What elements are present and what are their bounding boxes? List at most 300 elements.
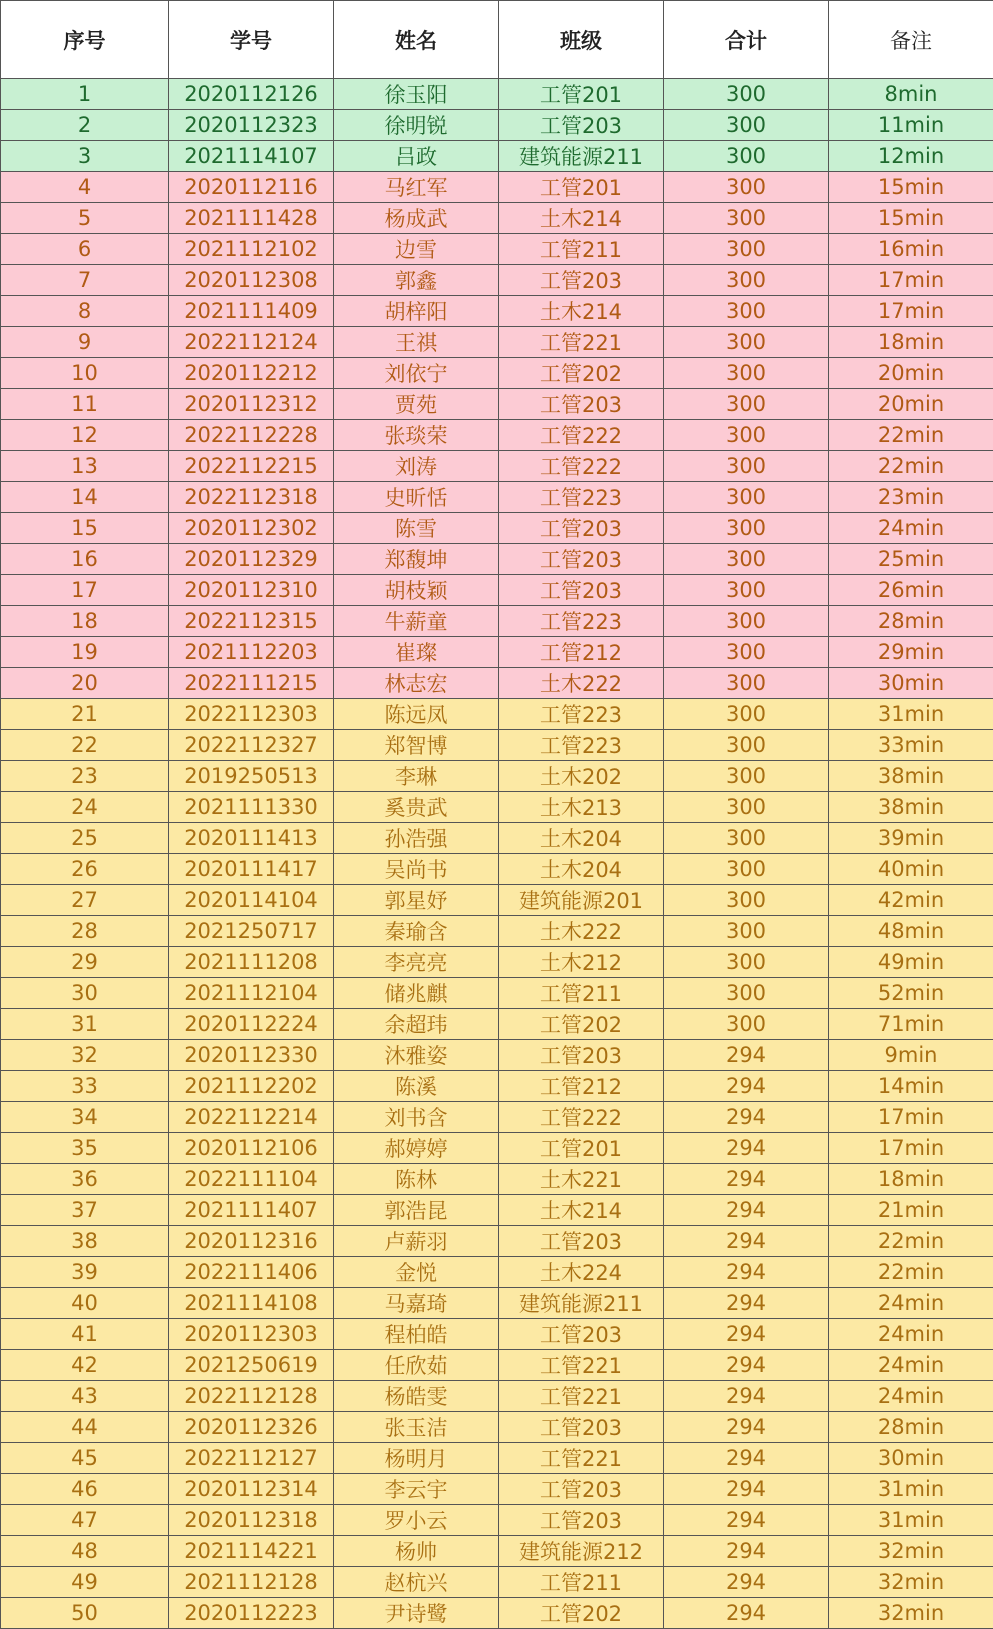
cell-total: 300 [664, 792, 829, 823]
cell-total: 300 [664, 389, 829, 420]
cell-name: 陈溪 [334, 1071, 499, 1102]
cell-name: 王祺 [334, 327, 499, 358]
table-row [1, 1164, 993, 1195]
cell-total: 294 [664, 1350, 829, 1381]
table-row [1, 327, 993, 358]
cell-name: 李琳 [334, 761, 499, 792]
cell-student-id: 2020112316 [169, 1226, 334, 1257]
cell-total: 300 [664, 482, 829, 513]
cell-name: 刘书含 [334, 1102, 499, 1133]
cell-student-id: 2021114107 [169, 141, 334, 172]
cell-remark: 28min [829, 1412, 993, 1443]
table-row [1, 1195, 993, 1226]
cell-student-id: 2021112102 [169, 234, 334, 265]
cell-total: 294 [664, 1164, 829, 1195]
cell-class: 工管203 [499, 1505, 664, 1536]
cell-student-id: 2021114108 [169, 1288, 334, 1319]
cell-remark: 22min [829, 420, 993, 451]
cell-student-id: 2021114221 [169, 1536, 334, 1567]
cell-class: 土木204 [499, 854, 664, 885]
cell-student-id: 2020112303 [169, 1319, 334, 1350]
cell-index: 35 [1, 1133, 169, 1164]
cell-student-id: 2022111104 [169, 1164, 334, 1195]
cell-total: 294 [664, 1598, 829, 1629]
cell-index: 37 [1, 1195, 169, 1226]
cell-remark: 31min [829, 1474, 993, 1505]
cell-total: 300 [664, 1009, 829, 1040]
cell-name: 孙浩强 [334, 823, 499, 854]
cell-remark: 24min [829, 1381, 993, 1412]
table-row [1, 606, 993, 637]
cell-student-id: 2022111215 [169, 668, 334, 699]
cell-total: 300 [664, 606, 829, 637]
header-remark: 备注 [829, 1, 993, 79]
cell-class: 工管203 [499, 110, 664, 141]
cell-total: 300 [664, 823, 829, 854]
cell-index: 11 [1, 389, 169, 420]
cell-student-id: 2021250619 [169, 1350, 334, 1381]
cell-class: 工管203 [499, 513, 664, 544]
table-row [1, 389, 993, 420]
cell-index: 41 [1, 1319, 169, 1350]
cell-name: 郑馥坤 [334, 544, 499, 575]
cell-remark: 20min [829, 358, 993, 389]
cell-total: 294 [664, 1102, 829, 1133]
cell-student-id: 2022112318 [169, 482, 334, 513]
table-row [1, 265, 993, 296]
cell-name: 郝婷婷 [334, 1133, 499, 1164]
cell-total: 294 [664, 1195, 829, 1226]
cell-class: 建筑能源212 [499, 1536, 664, 1567]
cell-index: 29 [1, 947, 169, 978]
header-class: 班级 [499, 1, 664, 79]
cell-remark: 17min [829, 296, 993, 327]
cell-class: 工管201 [499, 79, 664, 110]
table-row [1, 947, 993, 978]
cell-class: 工管222 [499, 1102, 664, 1133]
table-row [1, 420, 993, 451]
cell-remark: 8min [829, 79, 993, 110]
cell-total: 300 [664, 79, 829, 110]
cell-index: 46 [1, 1474, 169, 1505]
table-row [1, 1443, 993, 1474]
cell-index: 43 [1, 1381, 169, 1412]
cell-remark: 31min [829, 699, 993, 730]
cell-total: 294 [664, 1071, 829, 1102]
cell-name: 刘涛 [334, 451, 499, 482]
cell-student-id: 2020112312 [169, 389, 334, 420]
cell-class: 建筑能源211 [499, 141, 664, 172]
table-row [1, 575, 993, 606]
cell-total: 300 [664, 947, 829, 978]
header-name: 姓名 [334, 1, 499, 79]
cell-index: 49 [1, 1567, 169, 1598]
cell-remark: 33min [829, 730, 993, 761]
table-row [1, 358, 993, 389]
cell-remark: 26min [829, 575, 993, 606]
cell-remark: 32min [829, 1567, 993, 1598]
cell-index: 50 [1, 1598, 169, 1629]
cell-total: 300 [664, 513, 829, 544]
table-row [1, 110, 993, 141]
table-row [1, 761, 993, 792]
cell-total: 294 [664, 1319, 829, 1350]
cell-class: 土木204 [499, 823, 664, 854]
cell-class: 工管222 [499, 451, 664, 482]
cell-student-id: 2022112215 [169, 451, 334, 482]
cell-class: 工管203 [499, 1412, 664, 1443]
cell-class: 工管201 [499, 172, 664, 203]
cell-index: 44 [1, 1412, 169, 1443]
cell-index: 48 [1, 1536, 169, 1567]
cell-student-id: 2020111417 [169, 854, 334, 885]
cell-index: 40 [1, 1288, 169, 1319]
cell-index: 20 [1, 668, 169, 699]
table-row [1, 172, 993, 203]
cell-index: 8 [1, 296, 169, 327]
cell-index: 25 [1, 823, 169, 854]
table-row [1, 699, 993, 730]
cell-class: 工管203 [499, 544, 664, 575]
table-row [1, 1257, 993, 1288]
cell-index: 5 [1, 203, 169, 234]
cell-student-id: 2021111330 [169, 792, 334, 823]
cell-total: 300 [664, 296, 829, 327]
cell-name: 李亮亮 [334, 947, 499, 978]
table-row [1, 668, 993, 699]
cell-index: 17 [1, 575, 169, 606]
cell-student-id: 2021111409 [169, 296, 334, 327]
table-row [1, 1133, 993, 1164]
cell-student-id: 2022112127 [169, 1443, 334, 1474]
cell-class: 工管202 [499, 358, 664, 389]
cell-class: 土木213 [499, 792, 664, 823]
table-row [1, 234, 993, 265]
table-row [1, 513, 993, 544]
header-index: 序号 [1, 1, 169, 79]
cell-class: 工管223 [499, 482, 664, 513]
table-row [1, 1381, 993, 1412]
cell-remark: 24min [829, 1288, 993, 1319]
cell-index: 38 [1, 1226, 169, 1257]
table-row [1, 1071, 993, 1102]
cell-remark: 22min [829, 1257, 993, 1288]
cell-student-id: 2022112303 [169, 699, 334, 730]
cell-total: 300 [664, 761, 829, 792]
cell-total: 294 [664, 1474, 829, 1505]
cell-total: 300 [664, 327, 829, 358]
cell-name: 崔璨 [334, 637, 499, 668]
table-row [1, 1412, 993, 1443]
cell-index: 9 [1, 327, 169, 358]
cell-remark: 38min [829, 792, 993, 823]
cell-name: 胡枝颖 [334, 575, 499, 606]
cell-student-id: 2020112224 [169, 1009, 334, 1040]
table-row [1, 1009, 993, 1040]
cell-student-id: 2021112202 [169, 1071, 334, 1102]
cell-class: 工管203 [499, 1226, 664, 1257]
cell-remark: 42min [829, 885, 993, 916]
cell-student-id: 2021111208 [169, 947, 334, 978]
cell-class: 土木222 [499, 668, 664, 699]
cell-total: 294 [664, 1288, 829, 1319]
cell-remark: 38min [829, 761, 993, 792]
cell-index: 22 [1, 730, 169, 761]
table-row [1, 544, 993, 575]
cell-index: 21 [1, 699, 169, 730]
table-row [1, 1040, 993, 1071]
cell-index: 13 [1, 451, 169, 482]
cell-name: 马嘉琦 [334, 1288, 499, 1319]
cell-index: 45 [1, 1443, 169, 1474]
cell-class: 工管202 [499, 1598, 664, 1629]
cell-class: 工管221 [499, 1350, 664, 1381]
cell-student-id: 2022112315 [169, 606, 334, 637]
table-row [1, 885, 993, 916]
cell-student-id: 2020112302 [169, 513, 334, 544]
cell-name: 金悦 [334, 1257, 499, 1288]
cell-class: 土木222 [499, 916, 664, 947]
cell-remark: 17min [829, 1102, 993, 1133]
table-row [1, 1102, 993, 1133]
cell-class: 工管223 [499, 606, 664, 637]
cell-class: 工管212 [499, 1071, 664, 1102]
cell-name: 沐雅姿 [334, 1040, 499, 1071]
cell-total: 300 [664, 916, 829, 947]
cell-name: 储兆麒 [334, 978, 499, 1009]
cell-remark: 18min [829, 327, 993, 358]
cell-student-id: 2022112124 [169, 327, 334, 358]
cell-class: 工管223 [499, 699, 664, 730]
cell-remark: 39min [829, 823, 993, 854]
cell-class: 工管221 [499, 1381, 664, 1412]
cell-name: 陈林 [334, 1164, 499, 1195]
cell-index: 33 [1, 1071, 169, 1102]
cell-student-id: 2022111406 [169, 1257, 334, 1288]
cell-name: 马红军 [334, 172, 499, 203]
cell-total: 300 [664, 637, 829, 668]
cell-index: 31 [1, 1009, 169, 1040]
cell-index: 19 [1, 637, 169, 668]
cell-class: 工管222 [499, 420, 664, 451]
cell-class: 工管221 [499, 327, 664, 358]
cell-remark: 24min [829, 1319, 993, 1350]
cell-name: 边雪 [334, 234, 499, 265]
cell-total: 300 [664, 978, 829, 1009]
cell-remark: 21min [829, 1195, 993, 1226]
cell-remark: 15min [829, 172, 993, 203]
cell-student-id: 2020112310 [169, 575, 334, 606]
cell-total: 300 [664, 854, 829, 885]
cell-student-id: 2021111428 [169, 203, 334, 234]
cell-name: 尹诗鹭 [334, 1598, 499, 1629]
cell-total: 300 [664, 420, 829, 451]
cell-name: 余超玮 [334, 1009, 499, 1040]
table-row [1, 823, 993, 854]
cell-remark: 20min [829, 389, 993, 420]
cell-name: 郭星妤 [334, 885, 499, 916]
cell-index: 42 [1, 1350, 169, 1381]
table-row [1, 482, 993, 513]
cell-remark: 12min [829, 141, 993, 172]
cell-index: 6 [1, 234, 169, 265]
cell-class: 建筑能源211 [499, 1288, 664, 1319]
table-row [1, 203, 993, 234]
cell-total: 294 [664, 1257, 829, 1288]
cell-remark: 40min [829, 854, 993, 885]
cell-remark: 24min [829, 513, 993, 544]
cell-class: 土木221 [499, 1164, 664, 1195]
cell-student-id: 2020112326 [169, 1412, 334, 1443]
table-row [1, 854, 993, 885]
cell-student-id: 2020112330 [169, 1040, 334, 1071]
cell-remark: 17min [829, 1133, 993, 1164]
cell-total: 294 [664, 1567, 829, 1598]
cell-index: 10 [1, 358, 169, 389]
table-row [1, 1288, 993, 1319]
cell-name: 李云宇 [334, 1474, 499, 1505]
cell-name: 史昕恬 [334, 482, 499, 513]
cell-name: 罗小云 [334, 1505, 499, 1536]
cell-name: 杨帅 [334, 1536, 499, 1567]
header-row [1, 1, 993, 79]
table-row [1, 1474, 993, 1505]
table-row [1, 978, 993, 1009]
cell-student-id: 2020112323 [169, 110, 334, 141]
cell-name: 杨皓雯 [334, 1381, 499, 1412]
cell-student-id: 2020112212 [169, 358, 334, 389]
table-row [1, 141, 993, 172]
table-row [1, 1598, 993, 1629]
cell-total: 300 [664, 234, 829, 265]
cell-class: 工管203 [499, 1319, 664, 1350]
table-row [1, 1505, 993, 1536]
cell-remark: 49min [829, 947, 993, 978]
cell-name: 程柏皓 [334, 1319, 499, 1350]
cell-name: 张琰荣 [334, 420, 499, 451]
cell-class: 工管203 [499, 389, 664, 420]
cell-remark: 28min [829, 606, 993, 637]
cell-total: 300 [664, 203, 829, 234]
table-row [1, 916, 993, 947]
cell-index: 14 [1, 482, 169, 513]
cell-name: 贾苑 [334, 389, 499, 420]
table-row [1, 1567, 993, 1598]
cell-class: 工管221 [499, 1443, 664, 1474]
cell-remark: 32min [829, 1536, 993, 1567]
cell-student-id: 2022112327 [169, 730, 334, 761]
cell-index: 12 [1, 420, 169, 451]
cell-student-id: 2019250513 [169, 761, 334, 792]
cell-name: 杨成武 [334, 203, 499, 234]
cell-student-id: 2022112214 [169, 1102, 334, 1133]
cell-remark: 9min [829, 1040, 993, 1071]
cell-index: 18 [1, 606, 169, 637]
cell-student-id: 2020114104 [169, 885, 334, 916]
cell-name: 吴尚书 [334, 854, 499, 885]
cell-index: 34 [1, 1102, 169, 1133]
cell-total: 300 [664, 141, 829, 172]
cell-index: 23 [1, 761, 169, 792]
cell-name: 牛薪童 [334, 606, 499, 637]
cell-name: 秦瑜含 [334, 916, 499, 947]
cell-total: 300 [664, 668, 829, 699]
cell-name: 奚贵武 [334, 792, 499, 823]
cell-class: 土木214 [499, 1195, 664, 1226]
table-row [1, 1226, 993, 1257]
cell-index: 26 [1, 854, 169, 885]
cell-remark: 30min [829, 668, 993, 699]
cell-class: 土木214 [499, 296, 664, 327]
cell-class: 工管212 [499, 637, 664, 668]
table-row [1, 296, 993, 327]
cell-total: 294 [664, 1505, 829, 1536]
table-row [1, 637, 993, 668]
cell-student-id: 2022112228 [169, 420, 334, 451]
cell-student-id: 2020112106 [169, 1133, 334, 1164]
cell-class: 工管202 [499, 1009, 664, 1040]
cell-remark: 22min [829, 451, 993, 482]
cell-class: 土木212 [499, 947, 664, 978]
cell-name: 徐玉阳 [334, 79, 499, 110]
cell-total: 300 [664, 358, 829, 389]
table-row [1, 1536, 993, 1567]
cell-remark: 18min [829, 1164, 993, 1195]
cell-index: 15 [1, 513, 169, 544]
cell-student-id: 2020112116 [169, 172, 334, 203]
cell-remark: 52min [829, 978, 993, 1009]
cell-remark: 25min [829, 544, 993, 575]
cell-class: 土木202 [499, 761, 664, 792]
cell-class: 工管201 [499, 1133, 664, 1164]
table-row [1, 1350, 993, 1381]
cell-total: 300 [664, 730, 829, 761]
cell-remark: 30min [829, 1443, 993, 1474]
cell-class: 建筑能源201 [499, 885, 664, 916]
cell-name: 卢薪羽 [334, 1226, 499, 1257]
cell-index: 7 [1, 265, 169, 296]
cell-remark: 71min [829, 1009, 993, 1040]
cell-remark: 14min [829, 1071, 993, 1102]
cell-index: 16 [1, 544, 169, 575]
cell-total: 294 [664, 1226, 829, 1257]
table-row [1, 730, 993, 761]
cell-index: 30 [1, 978, 169, 1009]
cell-student-id: 2020112318 [169, 1505, 334, 1536]
cell-total: 300 [664, 110, 829, 141]
cell-student-id: 2020112314 [169, 1474, 334, 1505]
cell-index: 3 [1, 141, 169, 172]
cell-name: 郭鑫 [334, 265, 499, 296]
cell-remark: 23min [829, 482, 993, 513]
cell-total: 294 [664, 1381, 829, 1412]
cell-total: 300 [664, 172, 829, 203]
table-row [1, 79, 993, 110]
cell-total: 294 [664, 1040, 829, 1071]
cell-total: 300 [664, 265, 829, 296]
cell-remark: 32min [829, 1598, 993, 1629]
cell-name: 杨明月 [334, 1443, 499, 1474]
cell-remark: 48min [829, 916, 993, 947]
cell-name: 刘依宁 [334, 358, 499, 389]
header-total: 合计 [664, 1, 829, 79]
cell-total: 300 [664, 451, 829, 482]
table-body [1, 79, 993, 1629]
cell-index: 1 [1, 79, 169, 110]
cell-student-id: 2021250717 [169, 916, 334, 947]
cell-remark: 31min [829, 1505, 993, 1536]
cell-remark: 24min [829, 1350, 993, 1381]
